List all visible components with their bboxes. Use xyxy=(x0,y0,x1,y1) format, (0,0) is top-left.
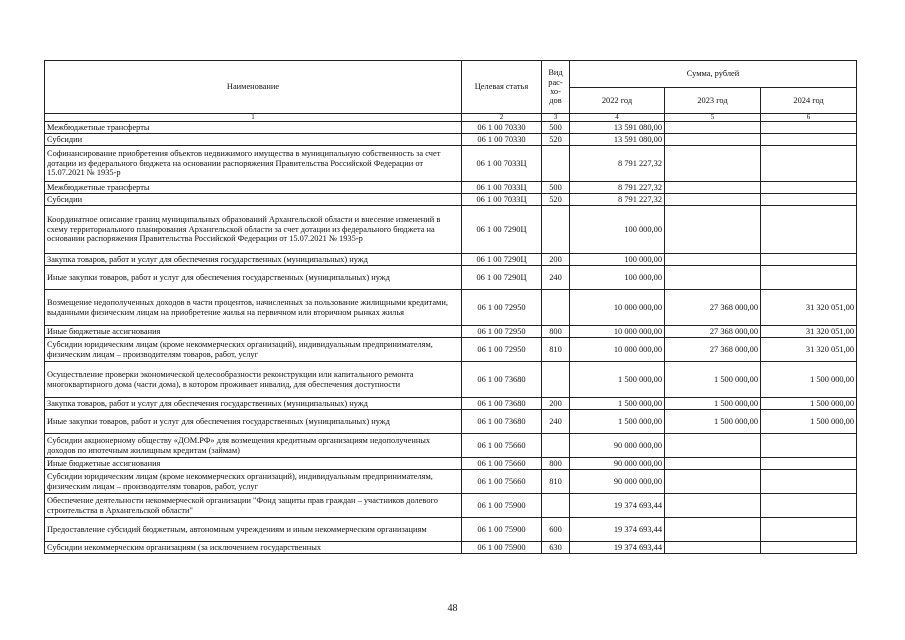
row-name: Софинансирование приобретения объектов недвижимого имущества в муниципальную собственность за счет дотации из федерального бюджета на основании распоряжения Правительства Российской Федерации от 15.07.2021 № 1935-р xyxy=(45,146,462,182)
row-code: 06 1 00 7033Ц xyxy=(462,146,542,182)
row-sum-2022: 90 000 000,00 xyxy=(570,458,665,470)
row-sum-2024 xyxy=(761,194,857,206)
row-sum-2024 xyxy=(761,206,857,254)
row-name: Субсидии xyxy=(45,134,462,146)
row-type: 810 xyxy=(542,338,570,362)
row-name: Закупка товаров, работ и услуг для обеспечения государственных (муниципальных) нужд xyxy=(45,254,462,266)
row-sum-2022: 10 000 000,00 xyxy=(570,326,665,338)
row-type: 800 xyxy=(542,326,570,338)
table-header xyxy=(45,61,857,122)
col-target-header: Целевая статья xyxy=(462,61,542,114)
row-name: Закупка товаров, работ и услуг для обеспечения государственных (муниципальных) нужд xyxy=(45,398,462,410)
row-sum-2023 xyxy=(665,206,761,254)
row-name: Предоставление субсидий бюджетным, автономным учреждениям и иным некоммерческим организациям xyxy=(45,518,462,542)
row-code: 06 1 00 70330 xyxy=(462,134,542,146)
col-number: 5 xyxy=(665,114,761,122)
row-sum-2022: 100 000,00 xyxy=(570,266,665,290)
row-sum-2024 xyxy=(761,494,857,518)
row-sum-2024 xyxy=(761,134,857,146)
row-sum-2023: 1 500 000,00 xyxy=(665,410,761,434)
row-sum-2023 xyxy=(665,122,761,134)
row-sum-2022: 8 791 227,32 xyxy=(570,182,665,194)
table-row xyxy=(45,326,857,338)
row-sum-2022: 13 591 080,00 xyxy=(570,122,665,134)
row-sum-2022: 19 374 693,44 xyxy=(570,518,665,542)
row-code: 06 1 00 7290Ц xyxy=(462,266,542,290)
table-row xyxy=(45,458,857,470)
row-sum-2022: 90 000 000,00 xyxy=(570,434,665,458)
row-type xyxy=(542,206,570,254)
row-code: 06 1 00 75900 xyxy=(462,518,542,542)
row-sum-2024 xyxy=(761,182,857,194)
row-sum-2022: 13 591 080,00 xyxy=(570,134,665,146)
row-name: Иные бюджетные ассигнования xyxy=(45,458,462,470)
table-row xyxy=(45,206,857,254)
row-sum-2023 xyxy=(665,494,761,518)
row-sum-2024 xyxy=(761,542,857,554)
row-sum-2023 xyxy=(665,194,761,206)
table-row xyxy=(45,542,857,554)
row-type: 800 xyxy=(542,458,570,470)
row-sum-2022: 90 000 000,00 xyxy=(570,470,665,494)
col-2024-header: 2024 год xyxy=(761,88,857,114)
row-type: 500 xyxy=(542,182,570,194)
row-sum-2023 xyxy=(665,458,761,470)
row-sum-2024 xyxy=(761,266,857,290)
row-code: 06 1 00 75660 xyxy=(462,458,542,470)
row-code: 06 1 00 75900 xyxy=(462,494,542,518)
row-code: 06 1 00 7290Ц xyxy=(462,254,542,266)
col-number: 1 xyxy=(45,114,462,122)
col-number: 4 xyxy=(570,114,665,122)
row-sum-2022: 1 500 000,00 xyxy=(570,410,665,434)
row-type xyxy=(542,362,570,398)
row-sum-2024: 1 500 000,00 xyxy=(761,362,857,398)
row-type: 520 xyxy=(542,134,570,146)
table-row xyxy=(45,134,857,146)
table-body xyxy=(45,122,857,554)
row-name: Иные бюджетные ассигнования xyxy=(45,326,462,338)
row-sum-2022: 19 374 693,44 xyxy=(570,494,665,518)
row-sum-2022: 100 000,00 xyxy=(570,254,665,266)
row-sum-2024 xyxy=(761,470,857,494)
row-name: Возмещение недополученных доходов в части процентов, начисленных за пользование жилищными кредитами, выданными физическим лицам на приобретение жилья на первичном или вторичном рынках жилья xyxy=(45,290,462,326)
row-sum-2023: 27 368 000,00 xyxy=(665,290,761,326)
row-name: Субсидии xyxy=(45,194,462,206)
table-row xyxy=(45,470,857,494)
table-row xyxy=(45,410,857,434)
col-sum-header: Сумма, рублей xyxy=(570,61,857,88)
col-number: 2 xyxy=(462,114,542,122)
row-sum-2022: 10 000 000,00 xyxy=(570,290,665,326)
row-sum-2023: 27 368 000,00 xyxy=(665,326,761,338)
table-row xyxy=(45,146,857,182)
row-name: Координатное описание границ муниципальных образований Архангельской области и внесение изменений в схему территориального планирования Архангельской области за счет дотации из федерального бюджета на основании распоряжения Правительства Российской Федерации от 15.07.2021 № 1935-р xyxy=(45,206,462,254)
row-type: 240 xyxy=(542,266,570,290)
row-sum-2022: 8 791 227,32 xyxy=(570,146,665,182)
table-row xyxy=(45,398,857,410)
row-code: 06 1 00 70330 xyxy=(462,122,542,134)
row-name: Межбюджетные трансферты xyxy=(45,182,462,194)
row-sum-2023: 1 500 000,00 xyxy=(665,398,761,410)
budget-table xyxy=(44,60,857,554)
row-type xyxy=(542,494,570,518)
col-number: 3 xyxy=(542,114,570,122)
table-row xyxy=(45,518,857,542)
row-sum-2022: 10 000 000,00 xyxy=(570,338,665,362)
row-name: Обеспечение деятельности некоммерческой организации "Фонд защиты прав граждан – участников долевого строительства в Архангельской области" xyxy=(45,494,462,518)
row-sum-2023: 27 368 000,00 xyxy=(665,338,761,362)
row-type: 240 xyxy=(542,410,570,434)
row-sum-2023 xyxy=(665,434,761,458)
row-sum-2022: 1 500 000,00 xyxy=(570,398,665,410)
row-name: Субсидии акционерному обществу «ДОМ.РФ» для возмещения кредитным организациям недополученных доходов по ипотечным жилищным кредитам (займам) xyxy=(45,434,462,458)
row-sum-2022: 1 500 000,00 xyxy=(570,362,665,398)
row-sum-2024 xyxy=(761,518,857,542)
row-name: Иные закупки товаров, работ и услуг для обеспечения государственных (муниципальных) нужд xyxy=(45,410,462,434)
row-code: 06 1 00 75660 xyxy=(462,434,542,458)
row-type xyxy=(542,290,570,326)
row-sum-2023 xyxy=(665,518,761,542)
row-name: Субсидии юридическим лицам (кроме некоммерческих организаций), индивидуальным предпринимателям, физическим лицам – производителям товаров, работ, услуг xyxy=(45,338,462,362)
table-row xyxy=(45,122,857,134)
row-type xyxy=(542,146,570,182)
table-row xyxy=(45,494,857,518)
table-row xyxy=(45,194,857,206)
page-number: 48 xyxy=(447,603,458,614)
row-sum-2022: 100 000,00 xyxy=(570,206,665,254)
row-sum-2024 xyxy=(761,146,857,182)
row-code: 06 1 00 7033Ц xyxy=(462,194,542,206)
row-type: 810 xyxy=(542,470,570,494)
row-sum-2024 xyxy=(761,122,857,134)
row-type xyxy=(542,434,570,458)
table-row xyxy=(45,434,857,458)
row-sum-2023 xyxy=(665,182,761,194)
row-sum-2022: 19 374 693,44 xyxy=(570,542,665,554)
row-type: 200 xyxy=(542,398,570,410)
row-code: 06 1 00 73680 xyxy=(462,410,542,434)
row-sum-2024: 31 320 051,00 xyxy=(761,290,857,326)
table-row xyxy=(45,182,857,194)
table-row xyxy=(45,362,857,398)
row-sum-2024: 1 500 000,00 xyxy=(761,410,857,434)
row-code: 06 1 00 75900 xyxy=(462,542,542,554)
col-2022-header: 2022 год xyxy=(570,88,665,114)
row-sum-2023 xyxy=(665,146,761,182)
row-name: Осуществление проверки экономической целесообразности реконструкции или капитального ремонта многоквартирного дома (части дома), в котором проживает инвалид, для обеспечения доступности xyxy=(45,362,462,398)
row-type: 500 xyxy=(542,122,570,134)
row-name: Субсидии юридическим лицам (кроме некоммерческих организаций), индивидуальным предпринимателям, физическим лицам – производителям товаров, работ, услуг xyxy=(45,470,462,494)
row-sum-2023 xyxy=(665,134,761,146)
table-row xyxy=(45,338,857,362)
row-sum-2023: 1 500 000,00 xyxy=(665,362,761,398)
row-name: Иные закупки товаров, работ и услуг для обеспечения государственных (муниципальных) нужд xyxy=(45,266,462,290)
row-code: 06 1 00 72950 xyxy=(462,326,542,338)
row-sum-2024 xyxy=(761,434,857,458)
row-sum-2023 xyxy=(665,254,761,266)
row-sum-2024 xyxy=(761,458,857,470)
row-sum-2024: 31 320 051,00 xyxy=(761,326,857,338)
table-row xyxy=(45,266,857,290)
row-type: 200 xyxy=(542,254,570,266)
col-type-header: Вид рас- хо- дов xyxy=(542,61,570,114)
row-name: Межбюджетные трансферты xyxy=(45,122,462,134)
table-row xyxy=(45,254,857,266)
row-type: 630 xyxy=(542,542,570,554)
row-sum-2024: 31 320 051,00 xyxy=(761,338,857,362)
col-name-header: Наименование xyxy=(45,61,462,114)
row-sum-2022: 8 791 227,32 xyxy=(570,194,665,206)
col-number: 6 xyxy=(761,114,857,122)
row-sum-2024 xyxy=(761,254,857,266)
row-type: 600 xyxy=(542,518,570,542)
col-2023-header: 2023 год xyxy=(665,88,761,114)
row-code: 06 1 00 7033Ц xyxy=(462,182,542,194)
row-code: 06 1 00 73680 xyxy=(462,398,542,410)
row-sum-2023 xyxy=(665,470,761,494)
table-row xyxy=(45,290,857,326)
row-code: 06 1 00 73680 xyxy=(462,362,542,398)
row-code: 06 1 00 72950 xyxy=(462,290,542,326)
row-sum-2023 xyxy=(665,542,761,554)
row-code: 06 1 00 7290Ц xyxy=(462,206,542,254)
row-sum-2023 xyxy=(665,266,761,290)
row-type: 520 xyxy=(542,194,570,206)
row-code: 06 1 00 72950 xyxy=(462,338,542,362)
row-code: 06 1 00 75660 xyxy=(462,470,542,494)
row-sum-2024: 1 500 000,00 xyxy=(761,398,857,410)
row-name: Субсидии некоммерческим организациям (за исключением государственных xyxy=(45,542,462,554)
